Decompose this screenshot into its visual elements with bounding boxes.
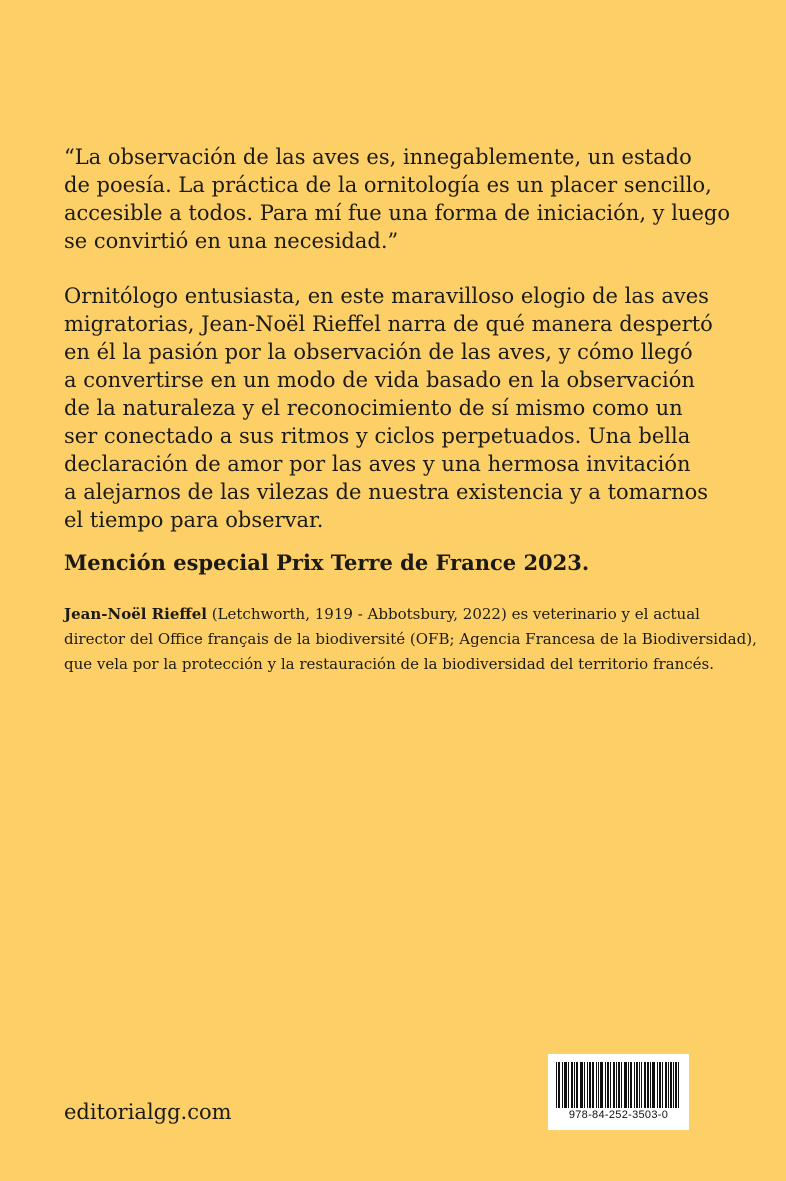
isbn-barcode — [548, 1054, 689, 1130]
barcode-bar — [610, 1062, 611, 1108]
barcode-bar — [657, 1062, 658, 1108]
barcode-bar — [598, 1062, 599, 1108]
quote-line: de poesía. La práctica de la ornitología es un placer sencillo, — [64, 173, 712, 197]
barcode-bar — [580, 1062, 581, 1108]
description-line: el tiempo para observar. — [64, 508, 324, 532]
barcode-bar — [581, 1062, 582, 1108]
barcode-bar — [650, 1062, 651, 1108]
barcode-bar — [616, 1062, 617, 1108]
barcode-bar — [592, 1062, 593, 1108]
barcode-bar — [653, 1062, 654, 1108]
description-line: declaración de amor por las aves y una hermosa invitación — [64, 452, 691, 476]
barcode-bar — [614, 1062, 615, 1108]
barcode-bar — [678, 1062, 679, 1108]
barcode-bar — [589, 1062, 590, 1108]
description-line: ser conectado a sus ritmos y ciclos perpetuados. Una bella — [64, 424, 691, 448]
bio-first-line-rest: (Letchworth, 1919 - Abbotsbury, 2022) es veterinario y el actual — [206, 605, 700, 623]
barcode-bar — [645, 1062, 646, 1108]
barcode-bar — [556, 1062, 557, 1108]
barcode-bar — [648, 1062, 649, 1108]
barcode-bar — [572, 1062, 573, 1108]
barcode-bar — [636, 1062, 637, 1108]
description-line: de la naturaleza y el reconocimiento de sí mismo como un — [64, 396, 683, 420]
barcode-bar — [590, 1062, 591, 1108]
bio-line: director del Office français de la biodiversité (OFB; Agencia Francesa de la Biodiversidad), — [64, 630, 757, 648]
barcode-bar — [601, 1062, 602, 1108]
barcode-bar — [605, 1062, 606, 1108]
barcode-bar — [564, 1062, 565, 1108]
barcode-bar — [602, 1062, 603, 1108]
barcode-bar — [618, 1062, 619, 1108]
barcode-bar — [584, 1062, 585, 1108]
barcode-bar — [666, 1062, 667, 1108]
barcode-bar — [625, 1062, 626, 1108]
barcode-bar — [670, 1062, 671, 1108]
barcode-bar — [675, 1062, 676, 1108]
barcode-bar — [634, 1062, 635, 1108]
barcode-bar — [571, 1062, 572, 1108]
barcode-bar — [647, 1062, 648, 1108]
quote-line: “La observación de las aves es, innegablemente, un estado — [64, 145, 692, 169]
description-line: Ornitólogo entusiasta, en este maravilloso elogio de las aves — [64, 284, 709, 308]
bio-line: que vela por la protección y la restauración de la biodiversidad del territorio francés. — [64, 655, 715, 673]
author-name: Jean-Noël Rieffel — [64, 605, 207, 623]
barcode-bar — [641, 1062, 642, 1108]
barcode-bar — [659, 1062, 660, 1108]
barcode-bar — [624, 1062, 625, 1108]
barcode-bar — [574, 1062, 575, 1108]
barcode-bar — [608, 1062, 609, 1108]
barcode-bar — [600, 1062, 601, 1108]
back-cover-quote — [64, 143, 744, 255]
barcode-bar — [630, 1062, 631, 1108]
award-mention: Mención especial Prix Terre de France 2023. — [64, 550, 590, 575]
barcode-bar — [582, 1062, 583, 1108]
barcode-bar — [577, 1062, 578, 1108]
quote-line: se convirtió en una necesidad.” — [64, 229, 399, 253]
barcode-bar — [671, 1062, 672, 1108]
barcode-bar — [566, 1062, 567, 1108]
barcode-bar — [613, 1062, 614, 1108]
bio-first-line — [64, 602, 764, 627]
author-bio — [64, 602, 764, 677]
barcode-bar — [676, 1062, 677, 1108]
description-line: migratorias, Jean-Noël Rieffel narra de qué manera despertó — [64, 312, 713, 336]
barcode-bars — [556, 1062, 681, 1108]
barcode-bar — [576, 1062, 577, 1108]
barcode-bar — [587, 1062, 588, 1108]
barcode-bar — [621, 1062, 622, 1108]
description-line: en él la pasión por la observación de las aves, y cómo llegó — [64, 340, 693, 364]
barcode-bar — [593, 1062, 594, 1108]
barcode-bar — [565, 1062, 566, 1108]
barcode-bar — [639, 1062, 640, 1108]
barcode-bar — [558, 1062, 559, 1108]
barcode-bar — [644, 1062, 645, 1108]
quote-line: accesible a todos. Para mí fue una forma de iniciación, y luego — [64, 201, 730, 225]
barcode-bar — [607, 1062, 608, 1108]
barcode-bar — [626, 1062, 627, 1108]
barcode-bar — [562, 1062, 563, 1108]
barcode-bar — [596, 1062, 597, 1108]
barcode-bar — [628, 1062, 629, 1108]
barcode-bar — [662, 1062, 663, 1108]
isbn-number: 978-84-252-3503-0 — [568, 1109, 669, 1121]
barcode-bar — [665, 1062, 666, 1108]
barcode-bar — [631, 1062, 632, 1108]
barcode-bar — [660, 1062, 661, 1108]
barcode-bar — [559, 1062, 560, 1108]
book-description — [64, 282, 744, 534]
barcode-bar — [619, 1062, 620, 1108]
barcode-bar — [673, 1062, 674, 1108]
description-line: a convertirse en un modo de vida basado en la observación — [64, 368, 695, 392]
publisher-website: editorialgg.com — [64, 1100, 232, 1124]
barcode-bar — [654, 1062, 655, 1108]
barcode-bar — [668, 1062, 669, 1108]
description-line: a alejarnos de las vilezas de nuestra existencia y a tomarnos — [64, 480, 709, 504]
barcode-bar — [637, 1062, 638, 1108]
barcode-bar — [568, 1062, 569, 1108]
barcode-bar — [652, 1062, 653, 1108]
